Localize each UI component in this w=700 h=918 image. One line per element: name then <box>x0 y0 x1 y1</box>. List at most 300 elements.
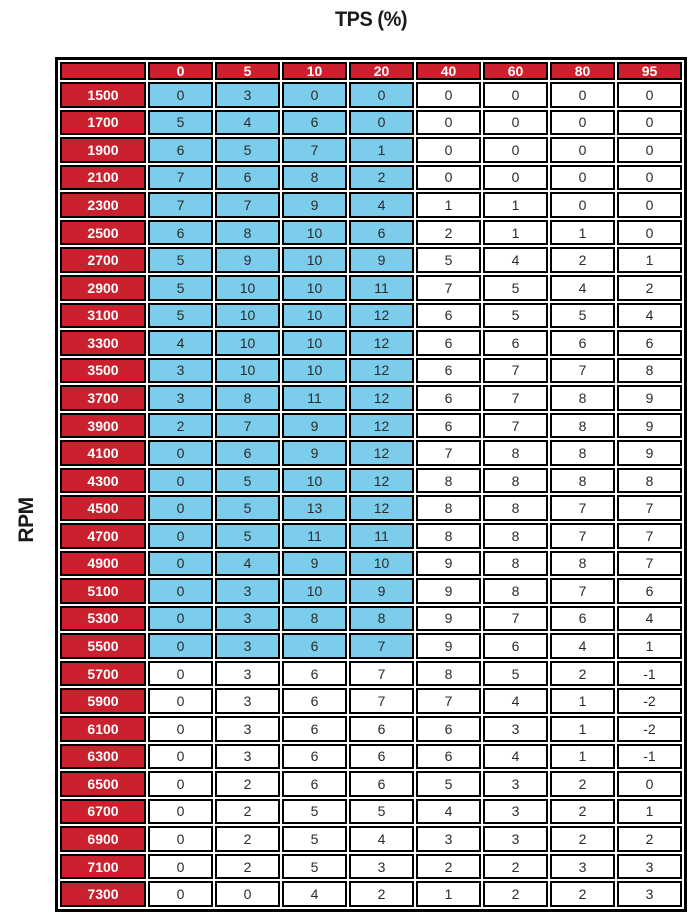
cell-4700-0: 0 <box>148 523 213 549</box>
cell-1500-10: 0 <box>282 82 347 108</box>
cell-6900-60: 3 <box>483 826 548 852</box>
table-row-4300 <box>60 468 682 494</box>
cell-6900-10: 5 <box>282 826 347 852</box>
row-header-2300: 2300 <box>60 192 146 218</box>
cell-2900-40: 7 <box>416 275 481 301</box>
cell-5100-0: 0 <box>148 578 213 604</box>
col-header-20: 20 <box>349 62 414 80</box>
cell-5500-95: 1 <box>617 633 682 659</box>
table-row-6900 <box>60 826 682 852</box>
cell-5100-60: 8 <box>483 578 548 604</box>
cell-2100-95: 0 <box>617 165 682 191</box>
cell-2300-80: 0 <box>550 192 615 218</box>
cell-2300-20: 4 <box>349 192 414 218</box>
row-header-4300: 4300 <box>60 468 146 494</box>
cell-1900-20: 1 <box>349 137 414 163</box>
table-row-4500 <box>60 495 682 521</box>
cell-2900-20: 11 <box>349 275 414 301</box>
cell-5300-80: 6 <box>550 606 615 632</box>
row-header-1700: 1700 <box>60 110 146 136</box>
row-header-1900: 1900 <box>60 137 146 163</box>
cell-2700-40: 5 <box>416 247 481 273</box>
cell-4100-10: 9 <box>282 440 347 466</box>
cell-1700-20: 0 <box>349 110 414 136</box>
cell-3500-80: 7 <box>550 358 615 384</box>
cell-6500-80: 2 <box>550 771 615 797</box>
cell-5900-60: 4 <box>483 688 548 714</box>
cell-2300-0: 7 <box>148 192 213 218</box>
table-row-4900 <box>60 551 682 577</box>
cell-6100-0: 0 <box>148 716 213 742</box>
cell-5500-40: 9 <box>416 633 481 659</box>
cell-4900-10: 9 <box>282 551 347 577</box>
cell-3100-10: 10 <box>282 303 347 329</box>
cell-3700-10: 11 <box>282 385 347 411</box>
col-header-5: 5 <box>215 62 280 80</box>
tps-rpm-table <box>55 57 687 912</box>
table-row-3500 <box>60 358 682 384</box>
cell-6500-20: 6 <box>349 771 414 797</box>
cell-6900-0: 0 <box>148 826 213 852</box>
cell-6300-80: 1 <box>550 744 615 770</box>
col-header-10: 10 <box>282 62 347 80</box>
cell-5100-80: 7 <box>550 578 615 604</box>
cell-3500-0: 3 <box>148 358 213 384</box>
cell-4700-40: 8 <box>416 523 481 549</box>
row-header-7300: 7300 <box>60 881 146 907</box>
cell-3300-5: 10 <box>215 330 280 356</box>
table-row-5900 <box>60 688 682 714</box>
chart-title: TPS (%) <box>334 8 408 31</box>
cell-6700-80: 2 <box>550 799 615 825</box>
cell-5700-40: 8 <box>416 661 481 687</box>
table-row-6100 <box>60 716 682 742</box>
cell-6100-80: 1 <box>550 716 615 742</box>
cell-5700-60: 5 <box>483 661 548 687</box>
cell-3100-20: 12 <box>349 303 414 329</box>
cell-4300-60: 8 <box>483 468 548 494</box>
cell-6900-95: 2 <box>617 826 682 852</box>
cell-6500-40: 5 <box>416 771 481 797</box>
cell-4300-0: 0 <box>148 468 213 494</box>
cell-4100-80: 8 <box>550 440 615 466</box>
table-row-6300 <box>60 744 682 770</box>
col-header-60: 60 <box>483 62 548 80</box>
cell-7100-10: 5 <box>282 854 347 880</box>
cell-4900-95: 7 <box>617 551 682 577</box>
row-header-6900: 6900 <box>60 826 146 852</box>
cell-6900-80: 2 <box>550 826 615 852</box>
cell-1700-60: 0 <box>483 110 548 136</box>
cell-4900-5: 4 <box>215 551 280 577</box>
cell-3100-5: 10 <box>215 303 280 329</box>
cell-7100-20: 3 <box>349 854 414 880</box>
table-row-7300 <box>60 881 682 907</box>
cell-2900-80: 4 <box>550 275 615 301</box>
cell-1500-95: 0 <box>617 82 682 108</box>
cell-5700-0: 0 <box>148 661 213 687</box>
row-header-6700: 6700 <box>60 799 146 825</box>
cell-4900-40: 9 <box>416 551 481 577</box>
cell-6300-10: 6 <box>282 744 347 770</box>
cell-3700-20: 12 <box>349 385 414 411</box>
cell-1500-5: 3 <box>215 82 280 108</box>
table-row-1700 <box>60 110 682 136</box>
cell-1900-60: 0 <box>483 137 548 163</box>
cell-4500-10: 13 <box>282 495 347 521</box>
cell-6500-0: 0 <box>148 771 213 797</box>
cell-6700-0: 0 <box>148 799 213 825</box>
cell-6700-20: 5 <box>349 799 414 825</box>
cell-6700-40: 4 <box>416 799 481 825</box>
cell-4300-40: 8 <box>416 468 481 494</box>
row-header-3100: 3100 <box>60 303 146 329</box>
cell-5100-10: 10 <box>282 578 347 604</box>
cell-5700-10: 6 <box>282 661 347 687</box>
row-header-6500: 6500 <box>60 771 146 797</box>
table-header <box>60 62 682 80</box>
cell-3700-95: 9 <box>617 385 682 411</box>
row-header-7100: 7100 <box>60 854 146 880</box>
cell-4100-5: 6 <box>215 440 280 466</box>
cell-3700-40: 6 <box>416 385 481 411</box>
cell-5900-0: 0 <box>148 688 213 714</box>
cell-1900-95: 0 <box>617 137 682 163</box>
row-header-4100: 4100 <box>60 440 146 466</box>
cell-4100-60: 8 <box>483 440 548 466</box>
cell-5300-95: 4 <box>617 606 682 632</box>
row-header-5500: 5500 <box>60 633 146 659</box>
cell-2100-20: 2 <box>349 165 414 191</box>
cell-3900-20: 12 <box>349 413 414 439</box>
cell-5900-20: 7 <box>349 688 414 714</box>
cell-6300-95: -1 <box>617 744 682 770</box>
cell-7300-80: 2 <box>550 881 615 907</box>
cell-5700-95: -1 <box>617 661 682 687</box>
cell-3700-80: 8 <box>550 385 615 411</box>
cell-7100-95: 3 <box>617 854 682 880</box>
cell-5700-20: 7 <box>349 661 414 687</box>
cell-4500-20: 12 <box>349 495 414 521</box>
table-row-3300 <box>60 330 682 356</box>
cell-6700-95: 1 <box>617 799 682 825</box>
cell-4300-10: 10 <box>282 468 347 494</box>
cell-3100-60: 5 <box>483 303 548 329</box>
cell-2300-5: 7 <box>215 192 280 218</box>
table-row-1900 <box>60 137 682 163</box>
cell-2500-60: 1 <box>483 220 548 246</box>
cell-3300-0: 4 <box>148 330 213 356</box>
cell-6500-10: 6 <box>282 771 347 797</box>
cell-5900-10: 6 <box>282 688 347 714</box>
cell-3300-40: 6 <box>416 330 481 356</box>
table-row-2700 <box>60 247 682 273</box>
cell-5300-20: 8 <box>349 606 414 632</box>
cell-2500-40: 2 <box>416 220 481 246</box>
cell-6900-20: 4 <box>349 826 414 852</box>
cell-2500-10: 10 <box>282 220 347 246</box>
cell-7300-5: 0 <box>215 881 280 907</box>
table-body <box>60 82 682 907</box>
cell-5300-60: 7 <box>483 606 548 632</box>
cell-2500-5: 8 <box>215 220 280 246</box>
cell-5100-40: 9 <box>416 578 481 604</box>
cell-3700-60: 7 <box>483 385 548 411</box>
row-header-5100: 5100 <box>60 578 146 604</box>
cell-2900-95: 2 <box>617 275 682 301</box>
cell-6700-5: 2 <box>215 799 280 825</box>
cell-6700-60: 3 <box>483 799 548 825</box>
table-row-2500 <box>60 220 682 246</box>
cell-2700-95: 1 <box>617 247 682 273</box>
col-header-95: 95 <box>617 62 682 80</box>
header-row <box>60 62 682 80</box>
cell-3500-60: 7 <box>483 358 548 384</box>
cell-4700-10: 11 <box>282 523 347 549</box>
cell-7100-80: 3 <box>550 854 615 880</box>
cell-3900-40: 6 <box>416 413 481 439</box>
cell-2300-95: 0 <box>617 192 682 218</box>
cell-2100-60: 0 <box>483 165 548 191</box>
cell-6300-60: 4 <box>483 744 548 770</box>
table-row-3900 <box>60 413 682 439</box>
cell-4300-95: 8 <box>617 468 682 494</box>
cell-3100-0: 5 <box>148 303 213 329</box>
cell-4500-80: 7 <box>550 495 615 521</box>
cell-3700-5: 8 <box>215 385 280 411</box>
row-header-2100: 2100 <box>60 165 146 191</box>
cell-6100-5: 3 <box>215 716 280 742</box>
table-row-6700 <box>60 799 682 825</box>
cell-2300-10: 9 <box>282 192 347 218</box>
row-header-2700: 2700 <box>60 247 146 273</box>
cell-3500-40: 6 <box>416 358 481 384</box>
cell-1700-80: 0 <box>550 110 615 136</box>
cell-5500-20: 7 <box>349 633 414 659</box>
cell-2900-5: 10 <box>215 275 280 301</box>
cell-5300-40: 9 <box>416 606 481 632</box>
rpm-axis-label: RPM <box>15 497 38 543</box>
table-row-5700 <box>60 661 682 687</box>
cell-3100-95: 4 <box>617 303 682 329</box>
cell-1500-80: 0 <box>550 82 615 108</box>
table-row-2300 <box>60 192 682 218</box>
table-row-4100 <box>60 440 682 466</box>
cell-2100-0: 7 <box>148 165 213 191</box>
cell-3500-20: 12 <box>349 358 414 384</box>
table-row-5500 <box>60 633 682 659</box>
cell-5300-5: 3 <box>215 606 280 632</box>
cell-6300-0: 0 <box>148 744 213 770</box>
cell-6500-60: 3 <box>483 771 548 797</box>
table-row-3700 <box>60 385 682 411</box>
cell-5700-80: 2 <box>550 661 615 687</box>
cell-2300-40: 1 <box>416 192 481 218</box>
cell-4900-80: 8 <box>550 551 615 577</box>
cell-3900-80: 8 <box>550 413 615 439</box>
cell-2500-20: 6 <box>349 220 414 246</box>
cell-4100-20: 12 <box>349 440 414 466</box>
cell-2100-5: 6 <box>215 165 280 191</box>
table-row-2900 <box>60 275 682 301</box>
cell-5100-5: 3 <box>215 578 280 604</box>
cell-6300-40: 6 <box>416 744 481 770</box>
row-header-4900: 4900 <box>60 551 146 577</box>
cell-7300-20: 2 <box>349 881 414 907</box>
cell-5900-5: 3 <box>215 688 280 714</box>
cell-1500-20: 0 <box>349 82 414 108</box>
cell-6100-10: 6 <box>282 716 347 742</box>
cell-6700-10: 5 <box>282 799 347 825</box>
cell-3900-0: 2 <box>148 413 213 439</box>
cell-5500-10: 6 <box>282 633 347 659</box>
cell-6100-95: -2 <box>617 716 682 742</box>
cell-4500-60: 8 <box>483 495 548 521</box>
row-header-4500: 4500 <box>60 495 146 521</box>
row-header-2900: 2900 <box>60 275 146 301</box>
cell-5100-95: 6 <box>617 578 682 604</box>
cell-4900-20: 10 <box>349 551 414 577</box>
row-header-6100: 6100 <box>60 716 146 742</box>
cell-2900-0: 5 <box>148 275 213 301</box>
col-header-80: 80 <box>550 62 615 80</box>
cell-5500-5: 3 <box>215 633 280 659</box>
cell-5900-40: 7 <box>416 688 481 714</box>
cell-6100-20: 6 <box>349 716 414 742</box>
cell-2900-10: 10 <box>282 275 347 301</box>
row-header-2500: 2500 <box>60 220 146 246</box>
cell-5500-80: 4 <box>550 633 615 659</box>
cell-5700-5: 3 <box>215 661 280 687</box>
cell-7300-40: 1 <box>416 881 481 907</box>
cell-3900-5: 7 <box>215 413 280 439</box>
cell-7300-0: 0 <box>148 881 213 907</box>
cell-2500-0: 6 <box>148 220 213 246</box>
row-header-6300: 6300 <box>60 744 146 770</box>
cell-1700-95: 0 <box>617 110 682 136</box>
cell-7100-0: 0 <box>148 854 213 880</box>
row-header-5900: 5900 <box>60 688 146 714</box>
cell-4100-40: 7 <box>416 440 481 466</box>
cell-4500-40: 8 <box>416 495 481 521</box>
table-row-5100 <box>60 578 682 604</box>
row-header-3700: 3700 <box>60 385 146 411</box>
cell-3100-40: 6 <box>416 303 481 329</box>
cell-1500-40: 0 <box>416 82 481 108</box>
cell-1500-0: 0 <box>148 82 213 108</box>
cell-3500-5: 10 <box>215 358 280 384</box>
cell-6300-20: 6 <box>349 744 414 770</box>
cell-1700-40: 0 <box>416 110 481 136</box>
cell-1700-0: 5 <box>148 110 213 136</box>
cell-2300-60: 1 <box>483 192 548 218</box>
cell-3300-10: 10 <box>282 330 347 356</box>
cell-4700-95: 7 <box>617 523 682 549</box>
cell-2500-95: 0 <box>617 220 682 246</box>
col-header-40: 40 <box>416 62 481 80</box>
cell-3300-20: 12 <box>349 330 414 356</box>
cell-1900-40: 0 <box>416 137 481 163</box>
corner-cell <box>60 62 146 80</box>
cell-4500-5: 5 <box>215 495 280 521</box>
cell-1900-10: 7 <box>282 137 347 163</box>
cell-5500-60: 6 <box>483 633 548 659</box>
row-header-3500: 3500 <box>60 358 146 384</box>
cell-2700-0: 5 <box>148 247 213 273</box>
cell-7100-5: 2 <box>215 854 280 880</box>
cell-3700-0: 3 <box>148 385 213 411</box>
cell-2700-60: 4 <box>483 247 548 273</box>
table-row-4700 <box>60 523 682 549</box>
cell-3900-10: 9 <box>282 413 347 439</box>
row-header-5700: 5700 <box>60 661 146 687</box>
cell-4300-5: 5 <box>215 468 280 494</box>
cell-1500-60: 0 <box>483 82 548 108</box>
cell-5900-80: 1 <box>550 688 615 714</box>
table-row-7100 <box>60 854 682 880</box>
cell-3500-95: 8 <box>617 358 682 384</box>
cell-7100-40: 2 <box>416 854 481 880</box>
table-row-1500 <box>60 82 682 108</box>
row-header-5300: 5300 <box>60 606 146 632</box>
table-row-5300 <box>60 606 682 632</box>
cell-2700-80: 2 <box>550 247 615 273</box>
cell-3900-95: 9 <box>617 413 682 439</box>
cell-5900-95: -2 <box>617 688 682 714</box>
cell-3100-80: 5 <box>550 303 615 329</box>
cell-1700-10: 6 <box>282 110 347 136</box>
row-header-3900: 3900 <box>60 413 146 439</box>
cell-4100-0: 0 <box>148 440 213 466</box>
cell-2500-80: 1 <box>550 220 615 246</box>
cell-5300-0: 0 <box>148 606 213 632</box>
cell-5500-0: 0 <box>148 633 213 659</box>
cell-6100-40: 6 <box>416 716 481 742</box>
cell-2700-20: 9 <box>349 247 414 273</box>
cell-2100-80: 0 <box>550 165 615 191</box>
cell-2100-10: 8 <box>282 165 347 191</box>
cell-6900-5: 2 <box>215 826 280 852</box>
cell-5100-20: 9 <box>349 578 414 604</box>
cell-6500-95: 0 <box>617 771 682 797</box>
table-row-3100 <box>60 303 682 329</box>
cell-2700-5: 9 <box>215 247 280 273</box>
cell-4300-80: 8 <box>550 468 615 494</box>
cell-7300-95: 3 <box>617 881 682 907</box>
cell-4700-60: 8 <box>483 523 548 549</box>
cell-4700-80: 7 <box>550 523 615 549</box>
cell-2700-10: 10 <box>282 247 347 273</box>
cell-2900-60: 5 <box>483 275 548 301</box>
cell-1700-5: 4 <box>215 110 280 136</box>
cell-3500-10: 10 <box>282 358 347 384</box>
cell-3900-60: 7 <box>483 413 548 439</box>
cell-4700-5: 5 <box>215 523 280 549</box>
cell-5300-10: 8 <box>282 606 347 632</box>
cell-4100-95: 9 <box>617 440 682 466</box>
cell-1900-0: 6 <box>148 137 213 163</box>
table-row-6500 <box>60 771 682 797</box>
cell-4700-20: 11 <box>349 523 414 549</box>
cell-4300-20: 12 <box>349 468 414 494</box>
cell-2100-40: 0 <box>416 165 481 191</box>
cell-1900-5: 5 <box>215 137 280 163</box>
row-header-3300: 3300 <box>60 330 146 356</box>
col-header-0: 0 <box>148 62 213 80</box>
cell-3300-60: 6 <box>483 330 548 356</box>
cell-6500-5: 2 <box>215 771 280 797</box>
cell-7300-60: 2 <box>483 881 548 907</box>
